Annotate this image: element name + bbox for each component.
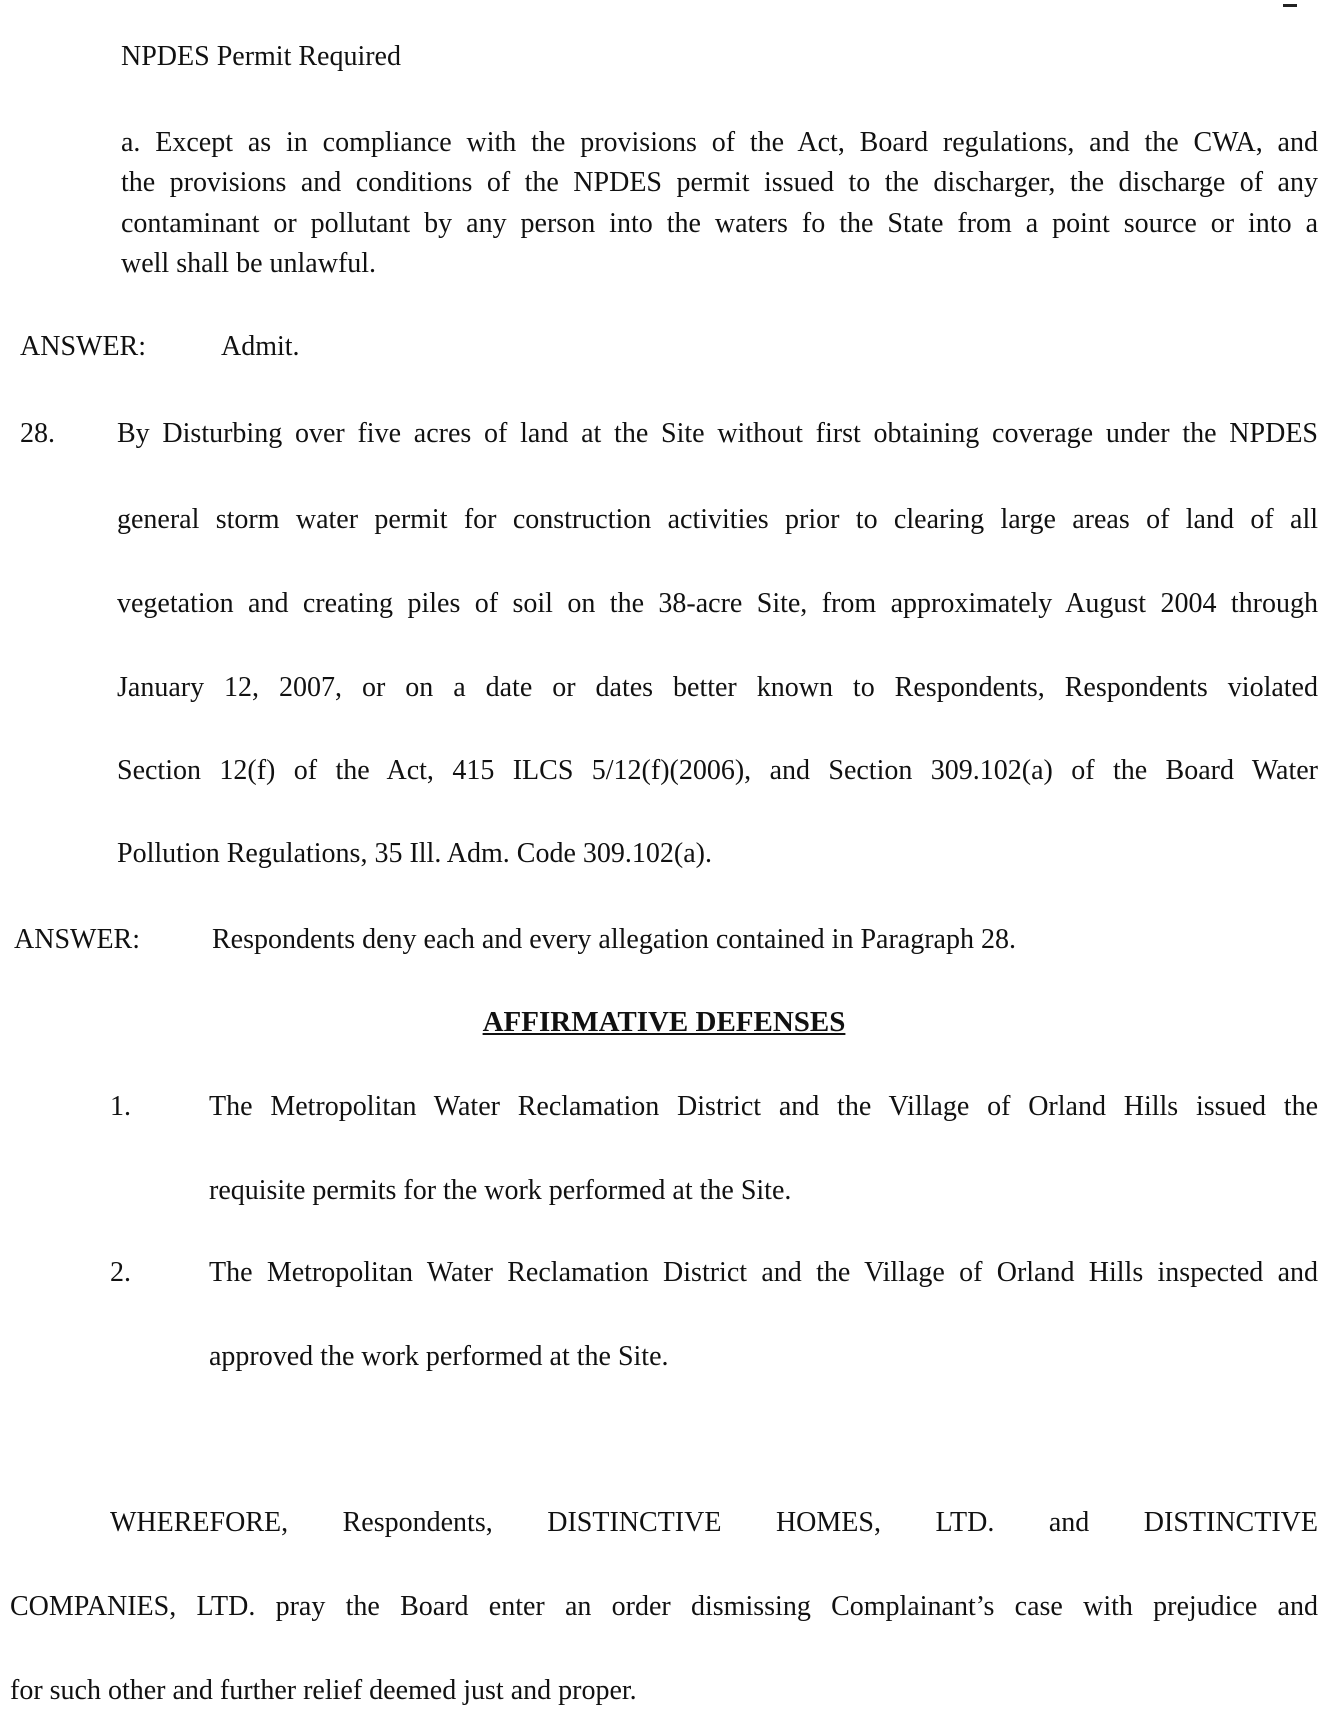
defense-number: 2.: [110, 1257, 131, 1288]
paragraph-28-line: general storm water permit for construction activities prior to clearing large areas of land of all: [117, 504, 1318, 535]
paragraph-28-line: vegetation and creating piles of soil on the 38-acre Site, from approximately August 2004 through: [117, 588, 1318, 619]
paragraph-28-line: January 12, 2007, or on a date or dates better known to Respondents, Respondents violated: [117, 672, 1318, 703]
defense-line: requisite permits for the work performed at the Site.: [209, 1175, 792, 1206]
defense-line: The Metropolitan Water Reclamation District and the Village of Orland Hills inspected and: [209, 1257, 1318, 1288]
defense-number: 1.: [110, 1091, 131, 1122]
corner-mark: [1283, 4, 1297, 7]
paragraph-a-line: contaminant or pollutant by any person into the waters fo the State from a point source or into a: [121, 208, 1318, 239]
paragraph-a-line: the provisions and conditions of the NPDES permit issued to the discharger, the discharge of any: [121, 167, 1318, 198]
paragraph-28-line: Pollution Regulations, 35 Ill. Adm. Code 309.102(a).: [117, 838, 712, 869]
answer-text: Admit.: [221, 331, 300, 362]
paragraph-28-line: Section 12(f) of the Act, 415 ILCS 5/12(f)(2006), and Section 309.102(a) of the Board Water: [117, 755, 1318, 786]
paragraph-a-line: a. Except as in compliance with the provisions of the Act, Board regulations, and the CWA, and: [121, 127, 1318, 158]
section-title: AFFIRMATIVE DEFENSES: [482, 1006, 846, 1038]
wherefore-line: WHEREFORE, Respondents, DISTINCTIVE HOMES, LTD. and DISTINCTIVE: [110, 1507, 1318, 1538]
permit-heading: NPDES Permit Required: [121, 41, 401, 72]
paragraph-a-line: well shall be unlawful.: [121, 248, 377, 279]
answer-text: Respondents deny each and every allegation contained in Paragraph 28.: [212, 924, 1016, 955]
defense-line: The Metropolitan Water Reclamation District and the Village of Orland Hills issued the: [209, 1091, 1318, 1122]
wherefore-line: COMPANIES, LTD. pray the Board enter an order dismissing Complainant’s case with prejudice and: [10, 1591, 1318, 1622]
wherefore-line: for such other and further relief deemed just and proper.: [10, 1675, 637, 1706]
paragraph-28-line: By Disturbing over five acres of land at the Site without first obtaining coverage under the NPDES: [117, 418, 1318, 449]
answer-label: ANSWER:: [14, 924, 140, 955]
answer-label: ANSWER:: [20, 331, 146, 362]
paragraph-number: 28.: [20, 418, 55, 449]
defense-line: approved the work performed at the Site.: [209, 1341, 669, 1372]
